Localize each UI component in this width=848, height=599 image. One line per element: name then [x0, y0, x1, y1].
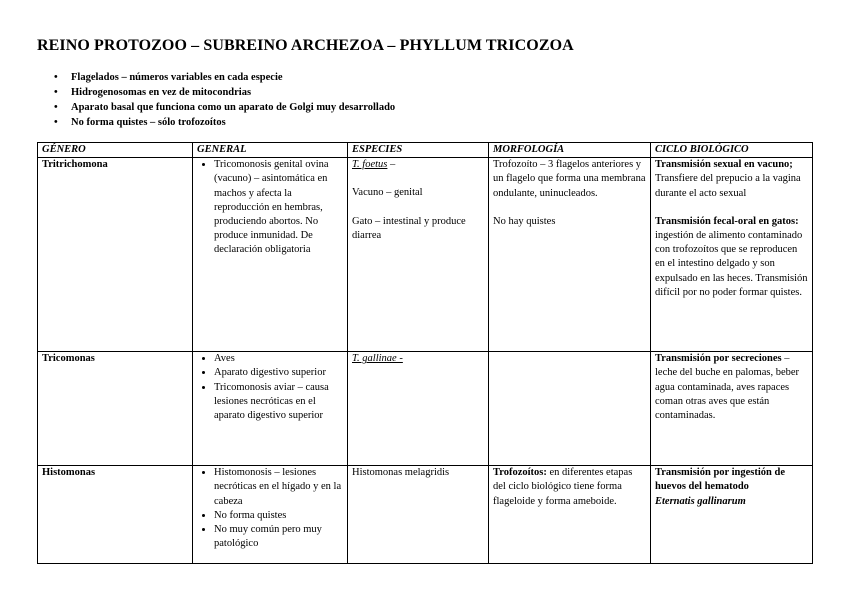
cycle-heading: Transmisión por ingestión de huevos del hematodo: [655, 467, 786, 493]
cycle-text: ingestión de alimento contaminado con trofozoítos que se reproducen en el intestino delgado y son expulsado en las heces. Transmisión difícil por no poder formar quistes.: [655, 230, 808, 298]
cycle-text: – leche del buche en palomas, beber agua contaminada, aves rapaces coman otras aves que están contaminadas.: [655, 353, 800, 422]
morphology-cell: [489, 466, 651, 564]
page-title: REINO PROTOZOO – SUBREINO ARCHEZOA – PHYLLUM TRICOZOA: [37, 37, 574, 54]
summary-bullet: • Aparato basal que funciona como un aparato de Golgi muy desarrollado: [54, 100, 395, 115]
species-name: Histomonas melagridis: [352, 467, 450, 479]
general-item: • Aparato digestivo superior: [214, 366, 344, 380]
general-cell: [193, 158, 348, 352]
genus-name: Tricomonas: [42, 353, 95, 365]
classification-table: [37, 142, 813, 564]
genus-name: Tritrichomona: [42, 159, 108, 171]
cycle-heading: Transmisión fecal-oral en gatos:: [655, 215, 799, 227]
morphology-text: No hay quistes: [493, 215, 556, 227]
genus-cell: [38, 352, 193, 466]
cycle-cell: [651, 158, 813, 352]
morphology-text: en diferentes etapas del ciclo biológico tiene forma flageloide y forma ameboide.: [493, 467, 633, 507]
header-especies: ESPECIES: [348, 143, 489, 158]
morphology-cell: [489, 158, 651, 352]
table-row: [38, 158, 813, 352]
summary-bullet: • Flagelados – números variables en cada especie: [54, 70, 395, 85]
general-item: • Aves: [214, 352, 344, 366]
header-ciclo-biologico: CICLO BIOLÓGICO: [651, 143, 813, 158]
species-line: Gato – intestinal y produce diarrea: [352, 215, 466, 241]
species-cell: [348, 158, 489, 352]
table-header-row: [38, 143, 813, 158]
general-item: • Tricomonosis aviar – causa lesiones necróticas en el aparato digestivo superior: [214, 381, 344, 424]
header-general: GENERAL: [193, 143, 348, 158]
species-cell: [348, 466, 489, 564]
summary-bullet: • Hidrogenosomas en vez de mitocondrias: [54, 85, 395, 100]
general-item: • Tricomonosis genital ovina (vacuno) – asintomática en machos y afecta la reproducción en hembras, produciendo abortos. No produce inmunidad. De declaración obligatoria: [214, 158, 344, 257]
morphology-cell: [489, 352, 651, 466]
table-row: [38, 352, 813, 466]
cycle-text: Transfiere del prepucio a la vagina durante el acto sexual: [655, 173, 801, 199]
species-cell: [348, 352, 489, 466]
general-cell: [193, 352, 348, 466]
genus-name: Histomonas: [42, 467, 96, 479]
general-item: • No muy común pero muy patológico: [214, 523, 344, 551]
species-name: T. gallinae -: [352, 353, 403, 365]
cycle-heading: Transmisión sexual en vacuno;: [655, 159, 793, 171]
general-cell: [193, 466, 348, 564]
header-morfologia: MORFOLOGÍA: [489, 143, 651, 158]
species-line: Vacuno – genital: [352, 187, 423, 199]
summary-bullet: • No forma quistes – sólo trofozoítos: [54, 115, 395, 130]
cycle-cell: [651, 352, 813, 466]
genus-cell: [38, 466, 193, 564]
species-suffix: –: [387, 159, 396, 171]
cycle-heading: Transmisión por secreciones: [655, 353, 782, 365]
cycle-species-name: Eternatis gallinarum: [655, 495, 746, 507]
summary-bullet-list: [54, 70, 395, 130]
morphology-heading: Trofozoítos:: [493, 467, 547, 479]
header-genero: GÉNERO: [38, 143, 193, 158]
table-row: [38, 466, 813, 564]
species-name: T. foetus: [352, 159, 388, 171]
cycle-cell: [651, 466, 813, 564]
general-item: • Histomonosis – lesiones necróticas en el hígado y en la cabeza: [214, 466, 344, 509]
genus-cell: [38, 158, 193, 352]
general-item: • No forma quistes: [214, 509, 344, 523]
morphology-text: Trofozoíto – 3 flagelos anteriores y un flagelo que forma una membrana ondulante, uninucleados.: [493, 159, 646, 199]
